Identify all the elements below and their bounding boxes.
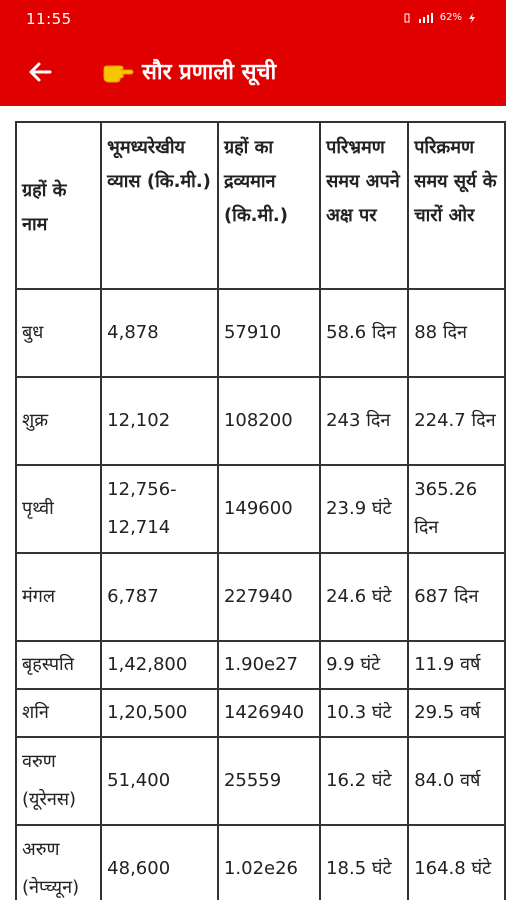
pointing-hand-icon xyxy=(102,59,134,83)
cell-mass: 227940 xyxy=(218,553,320,641)
table-row xyxy=(16,465,505,553)
page-title xyxy=(102,56,276,86)
cell-planet: मंगल xyxy=(16,553,101,641)
cell-diameter: 1,20,500 xyxy=(101,689,218,737)
table-container[interactable] xyxy=(0,106,506,900)
cell-revolution: 224.7 दिन xyxy=(408,377,505,465)
cell-diameter: 1,42,800 xyxy=(101,641,218,689)
vibrate-icon xyxy=(402,13,412,23)
cell-revolution: 84.0 वर्ष xyxy=(408,737,505,825)
cell-rotation: 243 दिन xyxy=(320,377,408,465)
table-header-row xyxy=(16,122,505,289)
cell-diameter: 12,102 xyxy=(101,377,218,465)
cell-planet: शुक्र xyxy=(16,377,101,465)
cell-revolution: 365.26 दिन xyxy=(408,465,505,553)
signal-icon xyxy=(418,13,434,23)
cell-revolution: 11.9 वर्ष xyxy=(408,641,505,689)
header-mass: ग्रहों का द्रव्यमान (कि.मी.) xyxy=(218,122,320,289)
cell-mass: 1.90e27 xyxy=(218,641,320,689)
cell-planet: पृथ्वी xyxy=(16,465,101,553)
cell-rotation: 16.2 घंटे xyxy=(320,737,408,825)
cell-planet: बृहस्पति xyxy=(16,641,101,689)
cell-rotation: 24.6 घंटे xyxy=(320,553,408,641)
cell-rotation: 9.9 घंटे xyxy=(320,641,408,689)
cell-mass: 108200 xyxy=(218,377,320,465)
page-title-text: सौर प्रणाली सूची xyxy=(142,60,277,85)
header-planet-name: ग्रहों के नाम xyxy=(16,122,101,289)
cell-diameter: 12,756-12,714 xyxy=(101,465,218,553)
cell-planet: शनि xyxy=(16,689,101,737)
arrow-back-icon xyxy=(22,54,58,90)
cell-rotation: 58.6 दिन xyxy=(320,289,408,377)
battery-percent: 62% xyxy=(439,12,462,23)
cell-diameter: 51,400 xyxy=(101,737,218,825)
back-button[interactable] xyxy=(22,54,58,90)
cell-rotation: 23.9 घंटे xyxy=(320,465,408,553)
header-diameter: भूमध्यरेखीय व्यास (कि.मी.) xyxy=(101,122,218,289)
cell-diameter: 6,787 xyxy=(101,553,218,641)
table-row xyxy=(16,641,505,689)
table-row xyxy=(16,689,505,737)
cell-revolution: 164.8 घंटे xyxy=(408,825,505,900)
status-time: 11:55 xyxy=(26,10,72,28)
header-revolution: परिक्रमण समय सूर्य के चारों ओर xyxy=(408,122,505,289)
cell-mass: 57910 xyxy=(218,289,320,377)
table-row xyxy=(16,737,505,825)
cell-revolution: 687 दिन xyxy=(408,553,505,641)
cell-mass: 25559 xyxy=(218,737,320,825)
cell-planet: अरुण (नेप्च्यून) xyxy=(16,825,101,900)
table-row xyxy=(16,377,505,465)
cell-planet: बुध xyxy=(16,289,101,377)
planets-table xyxy=(15,121,506,900)
cell-revolution: 29.5 वर्ष xyxy=(408,689,505,737)
status-bar xyxy=(0,0,506,38)
app-bar xyxy=(0,38,506,106)
cell-mass: 1.02e26 xyxy=(218,825,320,900)
charging-icon xyxy=(468,13,476,23)
cell-mass: 1426940 xyxy=(218,689,320,737)
table-row xyxy=(16,289,505,377)
header-rotation: परिभ्रमण समय अपने अक्ष पर xyxy=(320,122,408,289)
status-icons xyxy=(402,12,476,23)
table-row xyxy=(16,825,505,900)
table-row xyxy=(16,553,505,641)
cell-diameter: 48,600 xyxy=(101,825,218,900)
cell-diameter: 4,878 xyxy=(101,289,218,377)
cell-planet: वरुण (यूरेनस) xyxy=(16,737,101,825)
cell-rotation: 18.5 घंटे xyxy=(320,825,408,900)
cell-rotation: 10.3 घंटे xyxy=(320,689,408,737)
cell-revolution: 88 दिन xyxy=(408,289,505,377)
cell-mass: 149600 xyxy=(218,465,320,553)
